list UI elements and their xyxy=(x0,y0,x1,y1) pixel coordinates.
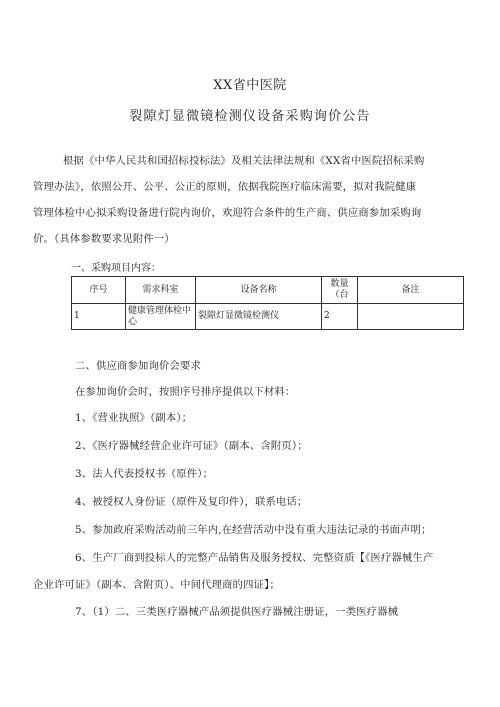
cell-department: 健康管理体检中心 xyxy=(126,304,196,330)
requirement-item: 5、参加政府采购活动前三年内,在经营活动中没有重大违法记录的书面声明； xyxy=(75,524,432,536)
cell-index: 1 xyxy=(72,304,126,330)
intro-line: 管理办法》，依照公开、公平、公正的原则，依据我院医疗临床需要，拟对我院健康 xyxy=(33,181,417,193)
header-remarks: 备注 xyxy=(358,277,464,304)
requirement-item: 4、被授权人身份证（原件及复印件），联系电话； xyxy=(75,496,308,508)
table-header-row xyxy=(72,277,464,304)
intro-line: 价。（具体参数要求见附件一） xyxy=(33,233,175,245)
cell-equipment: 裂隙灯显微镜检测仪 xyxy=(196,304,322,330)
requirement-item-continued: 企业许可证》（副本、含附页）、中间代理商的四证】； xyxy=(33,579,280,591)
cell-remarks xyxy=(358,304,464,330)
procurement-table xyxy=(71,276,464,330)
section1-heading: 一、采购项目内容： xyxy=(71,263,161,274)
section2-heading: 二、供应商参加询价会要求 xyxy=(75,360,201,372)
header-quantity: 数量（台 xyxy=(322,277,358,304)
table-row xyxy=(72,304,464,330)
hospital-title: XX省中医院 xyxy=(213,78,287,93)
requirement-item: 1、《营业执照》（副本）； xyxy=(75,412,193,424)
header-department: 需求科室 xyxy=(126,277,196,304)
requirement-item: 3、法人代表授权书（原件）； xyxy=(75,468,214,480)
intro-line: 根据《中华人民共和国招标投标法》及相关法律法规和《XX省中医院招标采购 xyxy=(63,155,425,167)
notice-title: 裂隙灯显微镜检测仪设备采购询价公告 xyxy=(129,109,371,124)
cell-quantity: 2 xyxy=(322,304,358,330)
requirement-item: 7、（1）二、三类医疗器械产品须提供医疗器械注册证，一类医疗器械 xyxy=(75,606,399,618)
section2-intro: 在参加询价会时，按照序号排序提供以下材料： xyxy=(75,386,296,398)
intro-line: 管理体检中心拟采购设备进行院内询价，欢迎符合条件的生产商、供应商参加采购询 xyxy=(33,207,422,219)
header-equipment: 设备名称 xyxy=(196,277,322,304)
header-index: 序号 xyxy=(72,277,126,304)
requirement-item: 2、《医疗器械经营企业许可证》（副本、含附页）； xyxy=(75,440,308,452)
requirement-item: 6、生产厂商到投标人的完整产品销售及服务授权、完整资质【《医疗器械生产 xyxy=(75,552,434,564)
intro-paragraph xyxy=(33,148,471,252)
